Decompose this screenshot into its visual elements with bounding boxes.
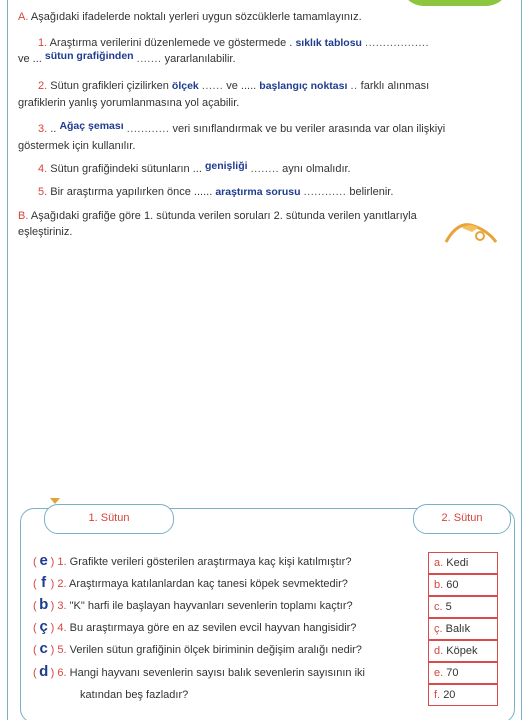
question-row: ( f ) 2. Araştırmaya katılanlardan kaç tanesi köpek sevmektedir? [33,572,423,594]
section-b-instruction-1: B. Aşağıdaki grafiğe göre 1. sütunda verilen soruları 2. sütunda verilen yanıtlarıyla [18,210,417,222]
answer-2a: ölçek [171,80,199,92]
answer-1b: sütun grafiğinden [44,50,134,62]
question-row: ( ç ) 4. Bu araştırmaya göre en az sevilen evcil hayvan hangisidir? [33,616,423,638]
section-a-instruction [18,10,510,24]
question-row: ( c ) 5. Verilen sütun grafiğinin ölçek biriminin değişim aralığı nedir? [33,638,423,660]
column-2-title: 2. Sütun [413,504,511,534]
item-1-line-1: 1. Araştırma verilerini düzenlemede ve göstermede . sıklık tablosu .................. [38,37,430,49]
answer-mark: c [39,640,48,657]
section-b-letter: B. [18,210,29,222]
answer-mark: b [39,596,49,613]
sigma-logo-icon [442,218,502,244]
question-6-continuation: katından beş fazladır? [80,689,189,701]
item-2-line-1: 2. Sütun grafikleri çizilirken ölçek ...... ve ..... başlangıç noktası .. farklı alınması [38,80,430,92]
section-a-text: Aşağıdaki ifadelerde noktalı yerleri uygun sözcüklerle tamamlayınız. [30,11,362,23]
item-3-line-1: 3. .. Ağaç şeması ............ veri sınıflandırmak ve bu veriler arasında var olan ilişkiyi [38,120,446,135]
answer-2b: başlangıç noktası [259,80,348,92]
option-box: e. 70 [428,662,498,684]
item-1-line-2: ve ... sütun grafiğinden ....... yararlanılabilir. [18,50,236,65]
section-a-letter: A. [18,11,29,23]
option-box: f. 20 [428,684,498,706]
option-box: d. Köpek [428,640,498,662]
answer-mark: ç [39,618,48,635]
item-4-line: 4. Sütun grafiğindeki sütunların ... genişliği ........ aynı olmalıdır. [38,160,351,175]
section-b-instruction-2: eşleştiriniz. [18,226,73,238]
item-5-line: 5. Bir araştırma yapılırken önce ...... araştırma sorusu ............ belirlenir. [38,186,394,198]
answer-1a: sıklık tablosu [295,37,362,49]
option-box: b. 60 [428,574,498,596]
answer-mark: f [41,574,47,591]
answer-5: araştırma sorusu [215,186,301,198]
item-2-line-2: grafiklerin yanlış yorumlanmasına yol açabilir. [18,97,240,109]
column-1-title: 1. Sütun [44,504,174,534]
item-3-line-2: göstermek için kullanılır. [18,140,136,152]
answer-3: Ağaç şeması [59,120,124,132]
answer-mark: d [39,663,49,680]
question-row: ( e ) 1. Grafikte verileri gösterilen araştırmaya kaç kişi katılmıştır? [33,550,423,572]
answer-4: genişliği [204,160,248,172]
answer-mark: e [39,552,48,569]
option-box: ç. Balık [428,618,498,640]
question-row: ( d ) 6. Hangi hayvanı sevenlerin sayısı balık sevenlerin sayısının iki [33,661,423,683]
question-row: ( b ) 3. "K" harfi ile başlayan hayvanları sevenlerin toplamı kaçtır? [33,594,423,616]
option-box: c. 5 [428,596,498,618]
option-box: a. Kedi [428,552,498,574]
